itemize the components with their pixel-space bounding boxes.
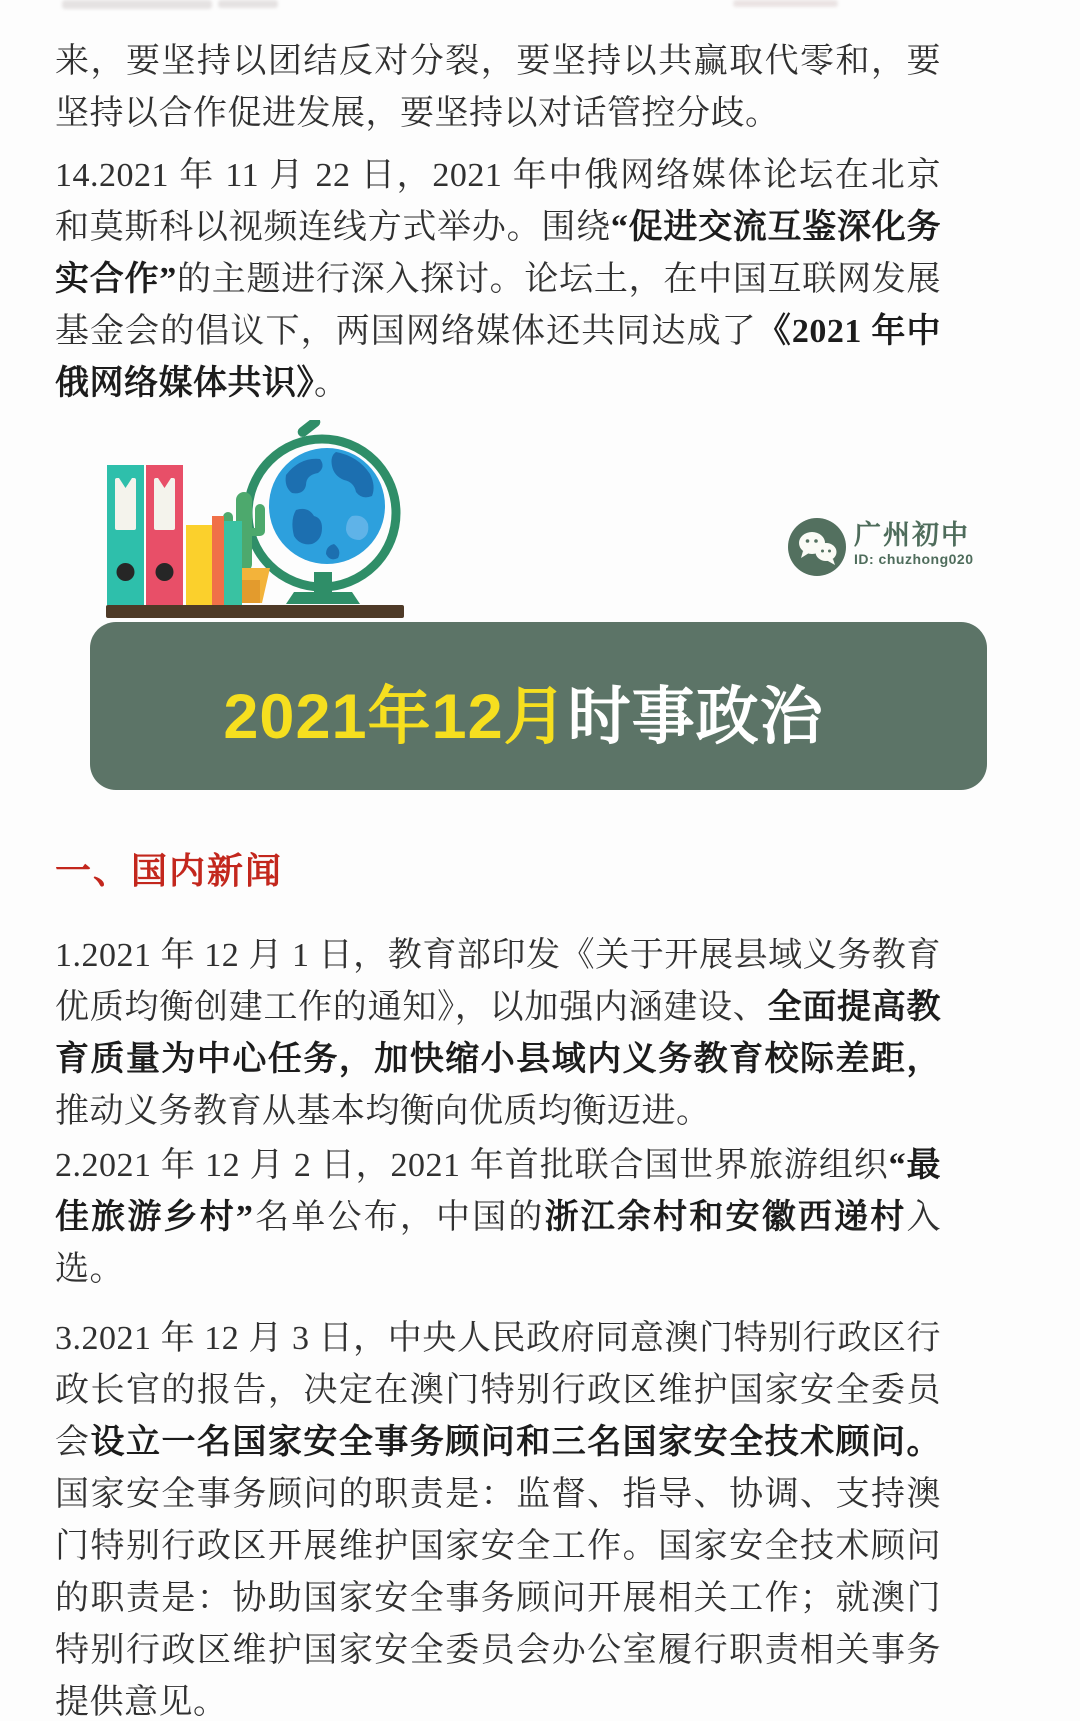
cropped-text-remnant	[62, 0, 212, 9]
wechat-account-badge	[788, 518, 998, 590]
banner-title-date: 2021年12月	[223, 681, 568, 752]
topic-banner	[90, 622, 987, 790]
section-heading-domestic-news: 一、国内新闻	[55, 851, 284, 891]
cropped-text-remnant	[218, 0, 278, 8]
paragraph-item-14-china-russia-forum: 14.2021 年 11 月 22 日，2021 年中俄网络媒体论坛在北京和莫斯科以视频连线方式举办。围绕“促进交流互鉴深化务实合作”的主题进行深入探讨。论坛土，在中国互联网发展基金会的倡议下，两国网络媒体还共同达成了《2021 年中俄网络媒体共识》。	[55, 157, 942, 402]
news-item-1-education: 1.2021 年 12 月 1 日，教育部印发《关于开展县域义务教育优质均衡创建工作的通知》，以加强内涵建设、全面提高教育质量为中心任务，加快缩小县域内义务教育校际差距，推动义务教育从基本均衡向优质均衡迈进。	[55, 937, 942, 1130]
globe-icon	[248, 420, 396, 604]
study-desk-illustration	[90, 420, 420, 620]
news-item-2-best-tourism-villages: 2.2021 年 12 月 2 日，2021 年首批联合国世界旅游组织“最佳旅游乡村”名单公布，中国的浙江余村和安徽西递村入选。	[55, 1147, 942, 1288]
shelf	[106, 605, 404, 618]
binder-icon	[107, 465, 144, 605]
banner-title	[223, 656, 853, 757]
binder-icon	[146, 465, 183, 605]
books-icon	[186, 516, 242, 605]
paragraph-unity-principles: 来，要坚持以团结反对分裂，要坚持以共赢取代零和，要坚持以合作促进发展，要坚持以对话管控分歧。	[55, 43, 941, 132]
wechat-account-id: ID: chuzhong020	[854, 551, 974, 567]
news-item-3-macao-security-advisors: 3.2021 年 12 月 3 日，中央人民政府同意澳门特别行政区行政长官的报告，决定在澳门特别行政区维护国家安全委员会设立一名国家安全事务顾问和三名国家安全技术顾问。国家安全事务顾问的职责是：监督、指导、协调、支持澳门特别行政区开展维护国家安全工作。国家安全技术顾问的职责是：协助国家安全事务顾问开展相关工作；就澳门特别行政区维护国家安全委员会办公室履行职责相关事务提供意见。	[55, 1320, 942, 1721]
wechat-icon	[788, 518, 846, 576]
banner-title-topic: 时事政治	[567, 681, 824, 752]
cropped-text-remnant	[733, 0, 838, 7]
wechat-account-name: 广州初中	[854, 520, 970, 550]
